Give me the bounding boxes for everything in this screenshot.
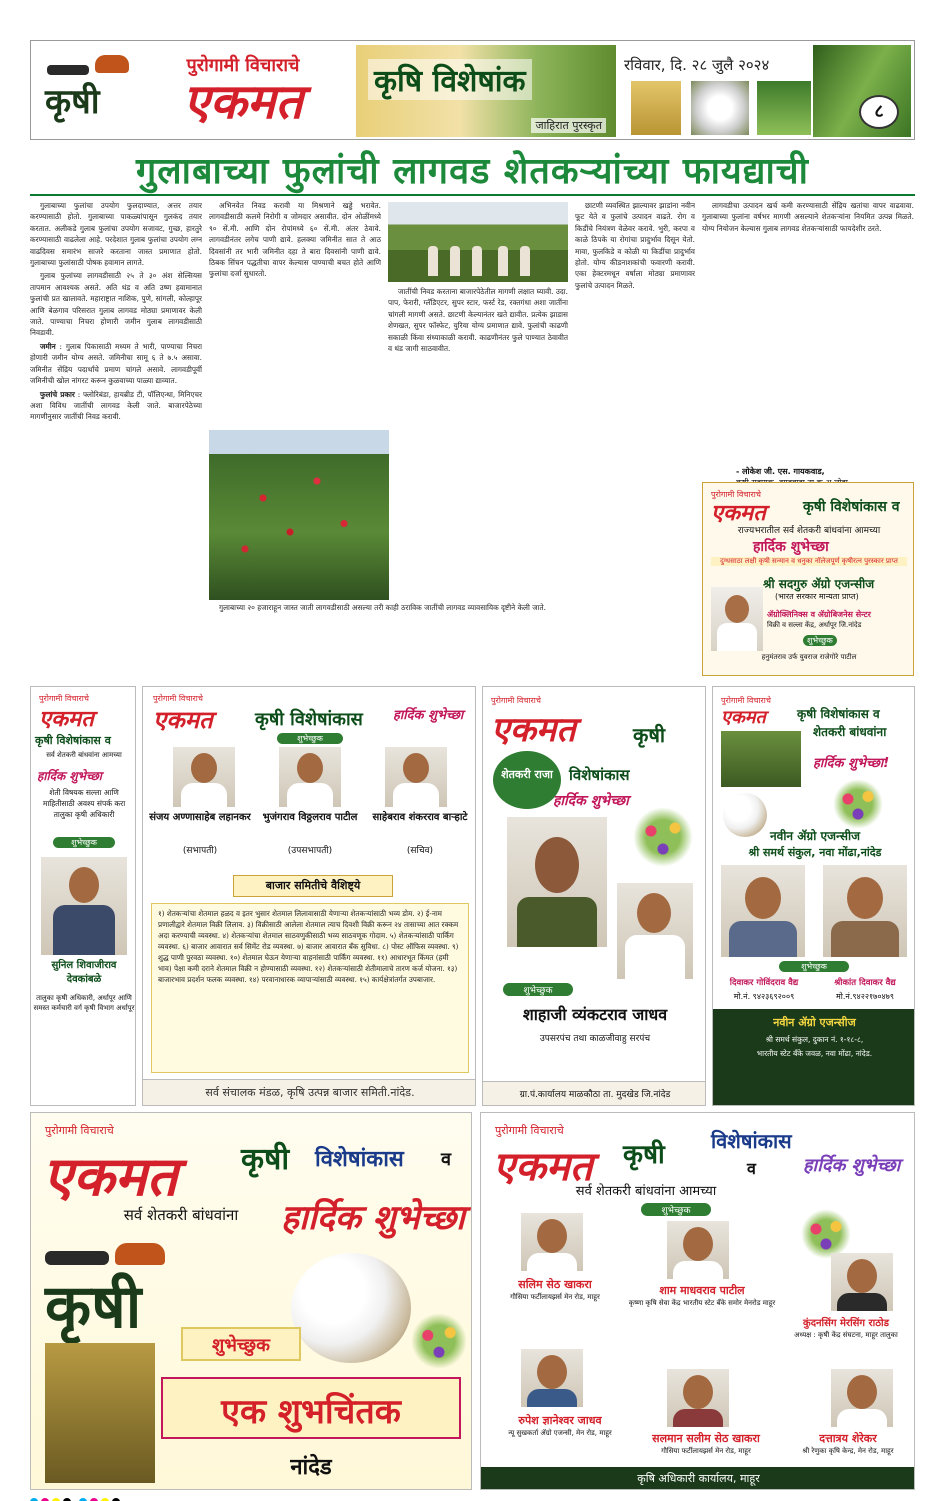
article-paragraph: अभिनवेत निवड करावी या मिश्रणाने खड्डे भरावेत. लागवडीसाठी कलमे निरोगी व जोमदार असावीत. दोन ओळींमध्ये ९० सें.मी. आणि दोन रोपांमध्ये ६० सें.मी. अंतर ठेवावे. लागवडीनंतर लगेच पाणी द्यावे. हलक्या जमिनीत सात ते आठ दिवसांनी तर भारी जमिनीत दहा ते बारा दिवसांनी पाणी द्यावे. ठिबक सिंचन पद्धतीचा वापर केल्यास पाण्याची बचत होते आणि फुलांचा दर्जा सुधारतो. <box>209 201 381 279</box>
ad-paper-name: एकमत <box>43 1145 178 1208</box>
ad-line: सर्व शेतकरी बांधवांना <box>123 1206 239 1224</box>
footer-agency: नवीन ॲग्रो एजन्सीज <box>773 1016 856 1029</box>
ad-vish: विशेषांकास <box>569 766 630 784</box>
agency-address: श्री समर्थ संकुल, नवा मोंढा,नांदेड <box>748 846 882 859</box>
farmer-figure <box>428 246 438 276</box>
ad-shubhechhuk: शुभेच्छुक <box>641 1203 711 1216</box>
subheading: जमीन <box>40 341 56 351</box>
sadguru-agro-ad <box>702 482 914 676</box>
flower-bouquet <box>833 779 883 829</box>
ad-va: व <box>747 1159 756 1178</box>
article-column-5 <box>702 200 914 462</box>
ad-person-photo <box>711 587 763 651</box>
ad-person-photo <box>667 1369 729 1427</box>
ad-krushi: कृषी <box>241 1142 290 1177</box>
ad-brand: पुरोगामी विचाराचे <box>39 694 89 703</box>
features-title: बाजार समितीचे वैशिष्ट्ये <box>233 875 393 897</box>
ad-navin-agro <box>712 686 915 1106</box>
ad-line: राज्यभरातील सर्व शेतकरी बांधवांना आमच्या <box>737 526 881 536</box>
article-paragraph: गुलाब पिकासाठी मध्यम ते भारी, पाण्याचा निचरा होणारी जमीन योग्य असते. जमिनीचा सामू ६ ते ७.५ असावा. जमिनीत सेंद्रिय पदार्थांचे प्रमाण चांगले असावे. लागवडीपूर्वी जमिनीची खोल नांगरट करून कुळवाच्या पाळ्या द्याव्यात. <box>30 341 202 386</box>
ad-line: सर्व शेतकरी बांधवांना आमच्या <box>46 751 122 759</box>
ad-line: शेतकरी बांधवांना <box>813 725 887 739</box>
article-paragraph: फ्लोरिबंडा, हायब्रीड टी, पॉलिएन्था, मिनिएचर अशा विविध जातींची लागवड केली जाते. बाजारपेठेच्या मागणीनुसार जातींची निवड करावी. <box>30 389 202 422</box>
ad-brand: पुरोगामी विचाराचे <box>153 694 203 703</box>
ad-wish: हार्दिक शुभेच्छा <box>37 769 102 783</box>
ad-person-name: भुजंगराव विठ्ठलराव पाटील <box>262 812 358 823</box>
ad-va: व <box>441 1149 452 1170</box>
cotton-photo <box>691 81 749 135</box>
ad-person-role: अध्यक्ष : कृषी केंद्र संघटना, माहूर तालुका <box>794 1331 898 1339</box>
article-column-4 <box>575 200 695 670</box>
ad-brand: पुरोगामी विचाराचे <box>45 1124 114 1137</box>
tractor-icon <box>45 1251 109 1265</box>
paper-tagline: पुरोगामी विचाराचे <box>186 55 300 76</box>
ad-person-photo <box>823 865 907 957</box>
ad-footer: ग्रा.पं.कार्यालय माळकौठा ता. मुदखेड जि.नांदेड <box>483 1081 706 1106</box>
farmer-figure <box>472 246 482 276</box>
ad-city: नांदेड <box>290 1455 332 1480</box>
ad-person-role: (उपसभापती) <box>287 846 333 856</box>
ad-krushi: कृषी विशेषांकास <box>255 709 363 730</box>
ad-person-photo <box>721 865 805 957</box>
ad-person-mobile: मो.नं.९४२२१७०४७९ <box>836 992 894 1001</box>
ad-org: ॲग्रोक्लिनिक्स व ॲग्रोबिजनेस सेन्टर <box>767 610 871 619</box>
ad-krushi: कृषी <box>623 1140 665 1170</box>
ad-brand: पुरोगामी विचाराचे <box>711 490 761 499</box>
ad-org-address: विक्री व सल्ला केंद्र, अर्धापूर जि.नांदेड <box>767 621 862 629</box>
ad-paper-name: एकमत <box>491 710 576 750</box>
ad-person-mobile: मो.नं. ९४२३६९२००९ <box>733 992 795 1001</box>
ad-person-name: सलिम सेठ खाकरा <box>518 1278 592 1291</box>
page-number: ८ <box>859 95 899 129</box>
ad-row-1 <box>30 686 915 1106</box>
ad-vish: विशेषांकास <box>711 1129 792 1153</box>
ad-shubhechhuk: शुभेच्छुक <box>277 733 343 744</box>
article-paragraph: गुलाब फुलांच्या लागवडीसाठी २५ ते ३० अंश सेल्सियस तापमान आवश्यक असते. अति थंड व अति उष्ण हवामानात फुलांची प्रत खालावते. महाराष्ट्रात नाशिक, पुणे, सांगली, कोल्हापूर आणि बेळगाव परिसरात गुलाब लागवड मोठ्या प्रमाणावर केली जाते. पाण्याचा निचरा होणारी जमीन गुलाब लागवडीसाठी निवडावी. <box>30 271 202 338</box>
ad-shubhechhuk: शुभेच्छुक <box>503 983 573 996</box>
ad-person-role: कृष्णा कृषि सेवा केंद्र भारतीय स्टेट बँके समोर मेनरोड माहूर <box>628 1299 776 1307</box>
supplement-title: कृषि विशेषांक <box>368 59 532 100</box>
ad-paper-name: एकमत <box>153 706 213 734</box>
issue-date: रविवार, दि. २८ जुलै २०२४ <box>624 56 770 74</box>
wheat-photo <box>631 81 681 135</box>
ad-mahur-krushi <box>480 1112 915 1490</box>
photo-caption <box>209 602 564 670</box>
advert-note: जाहिरात पुरस्कृत <box>531 118 606 133</box>
ad-person-role: गौसिया फर्टीलायझर्स मेन रोड, माहूर <box>661 1447 751 1455</box>
ad-person-name: दिवाकर गोविंदराव वैद्य <box>729 978 799 988</box>
ad-info: शेती विषयक सल्ला आणि माहितीसाठी अवश्य संपर्क करा तालुका कृषी अधिकारी <box>42 788 126 819</box>
ad-person-name: सलमान सलीम सेठ खाकरा <box>652 1432 760 1445</box>
ad-brand: पुरोगामी विचाराचे <box>491 696 541 705</box>
article-paragraph: जातींची निवड करताना बाजारपेठेतील मागणी लक्षात घ्यावी. उदा. पाप, फेरारी, ग्लॅडिएटर, सुपर स्टार, फर्स्ट रेड, रक्तगंधा अशा जातींना चांगली मागणी असते. छाटणी केल्यानंतर खते द्यावीत. प्रत्येक झाडास शेणखत, सुपर फॉस्फेट, युरिया योग्य प्रमाणात द्यावे. फुलांची काढणी सकाळी किंवा संध्याकाळी करावी. काढणीनंतर फुले पाण्यात ठेवावीत व थंड जागी साठवावीत. <box>388 287 568 354</box>
agency-name: नवीन ॲग्रो एजन्सीज <box>769 829 861 843</box>
ad-brand: पुरोगामी विचाराचे <box>495 1124 564 1137</box>
main-headline <box>30 148 915 196</box>
ad-krushi-logo: कृषी <box>45 1272 142 1342</box>
article <box>30 200 915 678</box>
ad-person-name: साहेबराव शंकरराव बाऱ्हाटे <box>372 812 468 823</box>
ad-person-photo <box>279 747 341 807</box>
ad-shubhechhuk: शुभेच्छुक <box>53 837 115 848</box>
ad-agency-name: श्री सदगुरु ॲग्रो एजन्सीज <box>763 577 875 591</box>
ad-person-role: श्री रेणुका कृषि केन्द्र, मेन रोड, माहूर <box>802 1447 894 1455</box>
ad-person-photo <box>385 747 447 807</box>
ad-person-photo <box>521 1349 583 1407</box>
paper-logo <box>143 49 343 135</box>
article-paragraph: छाटणी व्यवस्थित झाल्यावर झाडांना नवीन फूट येते व फुलांचे उत्पादन वाढते. रोग व किडींचे नियंत्रण वेळेवर करावे. भुरी, करपा व काळे ठिपके या रोगांचा प्रादुर्भाव दिसून येतो. मावा, फुलकिडे व कोळी या किडींचा प्रादुर्भाव होतो. योग्य कीडनाशकांची फवारणी करावी. एका हेक्टरमधून वर्षाला मोठ्या प्रमाणावर फुलांचे उत्पादन मिळते. <box>575 201 695 290</box>
ad-person-role: (सचिव) <box>406 846 434 856</box>
ad-krushi: कृषी <box>633 723 666 747</box>
caption-text: गुलाबाच्या २० हजाराहून जास्त जाती लागवडीसाठी असल्या तरी काही ठराविक जातींची लागवड व्यावसायिक दृष्टीने केली जाते. <box>219 603 546 612</box>
ad-paper-name: एकमत <box>711 501 766 526</box>
ad-person-role: (सभापती) <box>182 846 218 856</box>
ad-wish: हार्दिक शुभेच्छा <box>393 708 464 723</box>
ad-person-photo <box>617 883 693 979</box>
ad-row-2 <box>30 1112 915 1490</box>
tractor-icon <box>47 65 89 75</box>
ad-person-role: उपसरपंच तथा काळजीवाहु सरपंच <box>539 1034 651 1044</box>
ad-person-photo <box>521 1213 583 1271</box>
registration-marks <box>30 1491 915 1501</box>
shetkari-raja-badge: शेतकरी राजा <box>493 751 561 809</box>
farmer-figure <box>498 246 508 276</box>
ad-krushi: कृषी विशेषांकास व <box>803 499 900 515</box>
supplement-banner <box>356 45 616 137</box>
ad-malkautha <box>482 686 706 1106</box>
article-paragraph: गुलाबाच्या फुलांचा उपयोग फुलदाण्यात, अत्तर तयार करण्यासाठी होतो. गुलाबाच्या पाकळ्यांपासून गुलकंद तयार करतात. अलीकडे गुलाब फुलांचा उपयोग सजावट, गुच्छ, हारतुरे करण्यासाठी वाढलेला आहे. परदेशात गुलाब फुलांचा उपयोग लग्न वाढदिवस समारंभ साजरे करताना जास्त प्रमाणात होतो. गुलाबाच्या फुलांसाठी पोषक हवामान लागते. <box>30 201 202 268</box>
ad-krushi: कृषी विशेषांकास व <box>797 707 880 721</box>
ad-vish: विशेषांकास <box>315 1147 404 1172</box>
ad-line: सर्व शेतकरी बांधवांना आमच्या <box>575 1184 717 1199</box>
flower-bouquet <box>411 1313 467 1369</box>
ad-award: दुग्धसाठा लक्षी कृषी सन्मान व धनुका नॉलेजपूर्ण कृषीरत्न पुरस्कार प्राप्त <box>711 557 907 566</box>
ad-person-name: एक शुभचिंतक <box>221 1392 401 1432</box>
farmer-figure <box>520 246 530 276</box>
ad-person-name: शाम माधवराव पाटील <box>659 1284 745 1297</box>
ad-bazar-samiti <box>142 686 476 1106</box>
ad-name-box <box>161 1377 461 1439</box>
crop-photos <box>631 81 811 135</box>
ad-paper-name: एकमत <box>493 1144 593 1190</box>
ad-person-name: दत्तात्रय शेरेकर <box>819 1432 877 1445</box>
ad-ek-shubhchintak <box>30 1112 472 1490</box>
ad-person-role: गौसिया फर्टीलायझर्स मेन रोड, माहूर <box>510 1293 600 1301</box>
krushi-logo <box>37 49 135 135</box>
ad-person-name: श्रीकांत दिवाकर वैद्य <box>834 978 896 988</box>
features-list: १) शेतकऱ्यांचा शेतमाल हळद व इतर भुसार शेतमाल लिलावासाठी येणाऱ्या शेतकऱ्यांसाठी भव्य डोम. २) ई-नाम प्रणालीद्वारे शेतमाल विक्री लिलाव. ३) विक्रीसाठी आलेला शेतमाल त्याच दिवशी विक्री करून २४ तासाच्या आत रक्कम अदा करण्याची व्यवस्था. ४) शेतकऱ्यांचा शेतमाल साठवणुकीसाठी भव्य साठवणूक गोदाम. ५) शेतकऱ्यांसाठी पार्किंग व्यवस्था. ६) बाजार आवारात सर्व सिमेंट रोड व्यवस्था. ७) बाजार आवारात बँक सुविधा. ८) पोस्ट ऑफिस व्यवस्था. ९) शुद्ध पाणी पुरवठा व्यवस्था. १०) शेतमाल घेऊन येणाऱ्या वाहनांसाठी पार्किंग व्यवस्था. ११) आधारभूत किंमत (हमी भाव) पेक्षा कमी दराने शेतमाल विक्री न होण्यासाठी व्यवस्था. १२) शेतकऱ्यांसाठी शेतीमालाचे तारण कर्ज योजना. १३) बाजारभाव प्रदर्शन फलक व्यवस्था. १४) परवानाधारक व्यापाऱ्यांसाठी व्यवस्था. १५) कार्यक्षेत्रांतर्गत उपबाजार. <box>151 903 469 1073</box>
ad-agency-role: (भारत सरकार मान्यता प्राप्त) <box>775 592 859 601</box>
ad-person-photo <box>831 1253 893 1311</box>
masthead <box>30 40 915 140</box>
footer-address: भारतीय स्टेट बँके जवळ, नवा मोंढा, नांदेड. <box>756 1049 873 1058</box>
ad-shubhechhuk: शुभेच्छुक <box>212 1335 270 1356</box>
headline-text: गुलाबाच्या फुलांची लागवड शेतकऱ्यांच्या फायद्याची <box>135 151 809 192</box>
article-paragraph: लागवडीचा उत्पादन खर्च कमी करण्यासाठी सेंद्रिय खतांचा वापर वाढवावा. गुलाबाच्या फुलांना वर्षभर मागणी असल्याने शेतकऱ्यांना नियमित उत्पन्न मिळते. योग्य नियोजन केल्यास गुलाब लागवड शेतकऱ्यांसाठी फायदेशीर ठरते. <box>702 201 914 233</box>
ad-person-photo <box>667 1221 729 1279</box>
beans-photo <box>813 45 911 137</box>
footer-address: श्री समर्थ संकुल, दुकान नं. १-१८-८, <box>765 1035 864 1044</box>
krushi-logo-text: कृषी <box>45 82 100 122</box>
farmers-field-photo <box>388 202 568 282</box>
paper-name: एकमत <box>183 74 303 130</box>
field-photo <box>721 731 801 787</box>
ad-person-photo <box>41 857 127 955</box>
ad-person-name: सुनिल शिवाजीराव देवकांबळे <box>51 960 117 985</box>
ad-footer: सर्व संचालक मंडळ, कृषि उत्पन्न बाजार समिती.नांदेड. <box>143 1079 476 1105</box>
ad-person-photo <box>831 1369 893 1427</box>
flower-bouquet <box>801 1209 851 1259</box>
ad-wish: हार्दिक शुभेच्छा <box>553 793 629 809</box>
ad-wish: हार्दिक शुभेच्छा <box>753 539 829 555</box>
ad-person-name: संजय अण्णासाहेब लहानकर <box>149 812 251 823</box>
flower-bouquet <box>633 807 693 867</box>
ad-footer: हनुमंतराव उर्फ युवराज राजेगोरे पाटील <box>761 653 857 661</box>
bull-icon <box>115 1243 165 1265</box>
author-name: - लोकेश जी. एस. गायकवाड, <box>736 467 825 476</box>
ad-wish: हार्दिक शुभेच्छा <box>281 1198 465 1238</box>
ad-wish: हार्दिक शुभेच्छा <box>803 1155 901 1176</box>
ad-shubhechhuk: शुभेच्छुक <box>803 635 837 646</box>
ad-krushi: कृषी विशेषांकास व <box>35 734 111 747</box>
cotton-photo <box>291 1253 411 1363</box>
ad-footer: कृषि अधिकारी कार्यालय, माहूर <box>481 1467 915 1490</box>
ad-wish: हार्दिक शुभेच्छा! <box>813 756 890 771</box>
ad-person-name: रुपेश ज्ञानेश्वर जाधव <box>518 1414 602 1427</box>
article-column-1: गुलाबाच्या फुलांचा उपयोग फुलदाण्यात, अत्तर तयार करण्यासाठी होतो. गुलाबाच्या पाकळ्यांपासून गुलकंद तयार करतात. अलीकडे गुलाब फुलांचा उपयोग सजावट, गुच्छ, हारतुरे करण्यासाठी वाढलेला आहे. परदेशात गुलाब फुलांचा उपयोग लग्न वाढदिवस समारंभ साजरे करताना जास्त प्रमाणात होतो. गुलाबाच्या फुलांसाठी पोषक हवामान लागते. गुलाब फुलांच्या लागवडीसाठी २५ ते ३० अंश सेल्सियस तापमान आवश्यक असते. अति थंड व अति उष्ण हवामानात फुलांची प्रत खालावते. महाराष्ट्रात नाशिक, पुणे, सांगली, कोल्हापूर आणि बेळगाव परिसरात गुलाब लागवड मोठ्या प्रमाणावर केली जाते. पाण्याचा निचरा होणारी जमीन गुलाब लागवडीसाठी निवडावी. जमीन : गुलाब पिकासाठी मध्यम ते भारी, पाण्याचा निचरा होणारी जमीन योग्य असते. जमिनीचा सामू ६ ते ७.५ असावा. जमिनीत सेंद्रिय पदार्थांचे प्रमाण चांगले असावे. लागवडीपूर्वी जमिनीची खोल नांगरट करून कुळवाच्या पाळ्या द्याव्यात. फुलांचे प्रकार : फ्लोरिबंडा, हायब्रीड टी, पॉलिएन्था, मिनिएचर अशा विविध जातींची लागवड केली जाते. बाजारपेठेच्या मागणीनुसार जातींची निवड करावी. <box>30 201 202 422</box>
ad-person-role: न्यू सुखकर्ता ॲग्रो एजन्सी, मेन रोड, माहूर <box>508 1429 612 1437</box>
ad-person-name: कुंदनसिंग मेरसिंग राठोड <box>803 1318 889 1329</box>
ad-person-role: तालुका कृषी अधिकारी, अर्धापूर आणि समस्त कर्मचारी वर्ग कृषी विभाग अर्धापूर <box>33 994 135 1012</box>
ad-person-name: शाहाजी व्यंकटराव जाधव <box>522 1005 668 1024</box>
ad-shubhechhuk: शुभेच्छुक <box>779 961 849 972</box>
bull-icon <box>95 55 129 73</box>
ad-person-photo <box>173 747 235 807</box>
ad-taluka-krushi <box>30 686 136 1106</box>
ad-paper-name: एकमत <box>721 707 766 728</box>
ad-brand: पुरोगामी विचाराचे <box>721 696 771 705</box>
rose-field-photo <box>209 430 389 600</box>
subheading: फुलांचे प्रकार <box>40 389 75 399</box>
ad-footer-box <box>713 1009 915 1106</box>
crop-photo <box>757 81 811 135</box>
ad-shubhechhuk-box <box>181 1327 301 1361</box>
article-column-2 <box>209 200 381 425</box>
ad-paper-name: एकमत <box>39 707 94 732</box>
farmer-figure <box>450 246 460 276</box>
ad-person-photo <box>507 817 607 947</box>
jowar-photo <box>45 1343 155 1483</box>
